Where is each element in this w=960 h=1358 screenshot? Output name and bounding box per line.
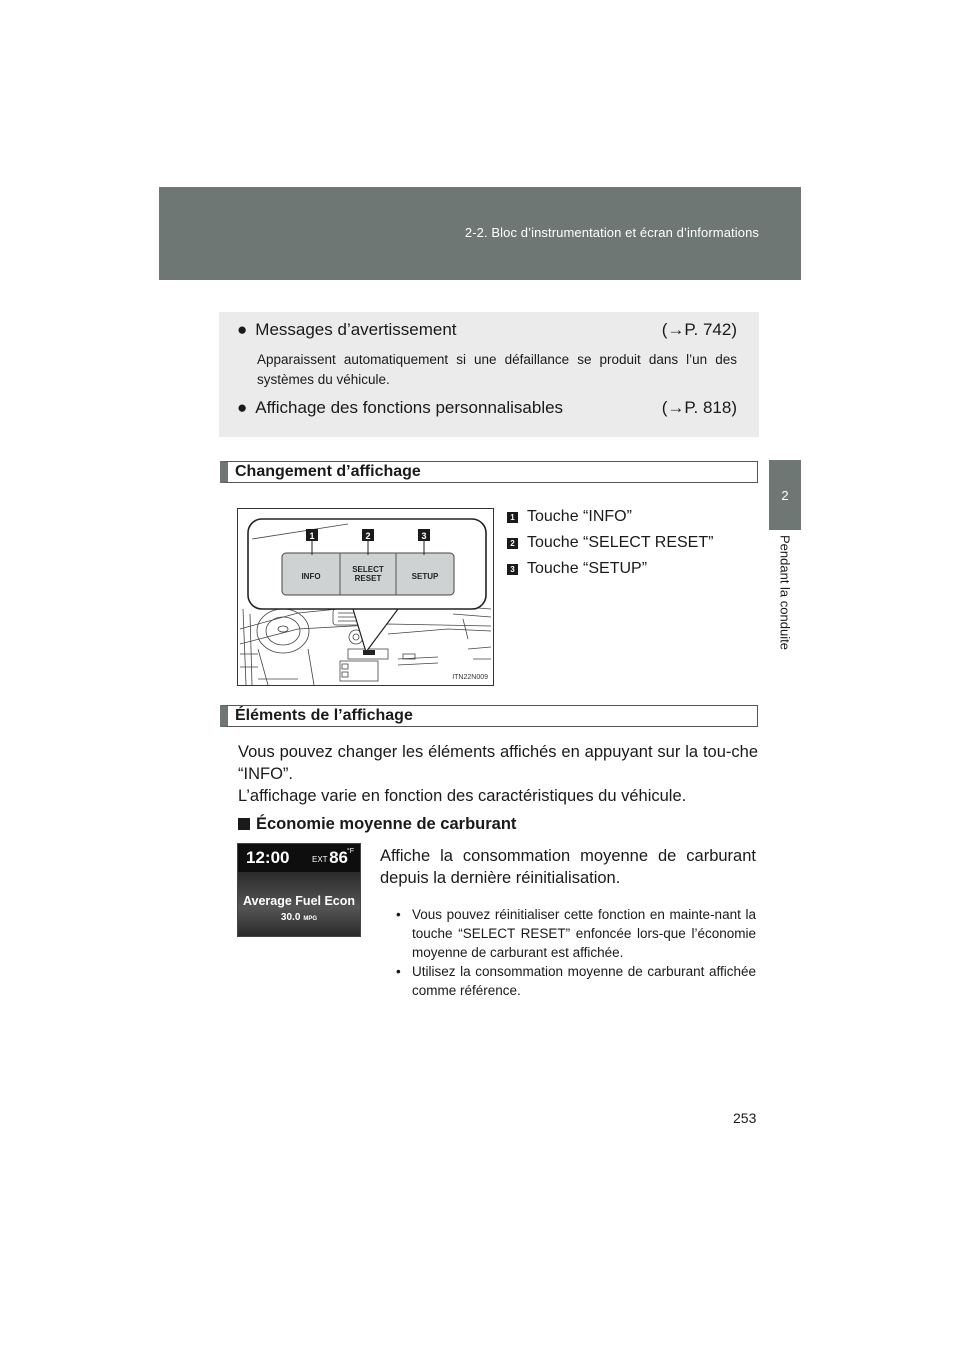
square-bullet-icon (238, 818, 250, 830)
bullet-dot-icon: • (396, 907, 401, 922)
display-top-row (246, 848, 354, 872)
chapter-number: 2 (781, 487, 789, 503)
select-button-label: SELECT (352, 565, 384, 574)
display-temperature: 86 (329, 848, 348, 867)
dashboard-drawing (238, 509, 493, 685)
page-reference: (→P. 742) (661, 320, 737, 339)
display-time: 12:00 (246, 848, 290, 867)
bullet-dot-icon: • (396, 964, 401, 979)
dashboard-illustration (237, 508, 494, 686)
notes-list (396, 905, 756, 1000)
function-description: Affiche la consommation moyenne de carburant depuis la dernière réinitialisation. (380, 847, 756, 887)
info-item-title: Affichage des fonctions personnalisables (255, 398, 564, 417)
paragraph: Vous pouvez changer les éléments affichés en appuyant sur la tou-che “INFO”. (238, 743, 758, 783)
legend-text: Touche “INFO” (527, 508, 632, 525)
page-number: 253 (733, 1110, 757, 1126)
fuel-economy-display (237, 843, 361, 937)
info-item-custom-functions (237, 398, 737, 418)
callout-number: 2 (365, 531, 371, 541)
display-ext-label: EXT (312, 855, 328, 864)
bullet-icon: ● (237, 398, 248, 417)
callout-number: 3 (421, 531, 427, 541)
section-heading-display-change: Changement d’affichage (220, 461, 758, 483)
legend-text: Touche “SETUP” (527, 560, 648, 577)
display-value-unit: MPG (303, 916, 318, 922)
legend-item (507, 560, 647, 578)
chapter-tab (769, 460, 801, 530)
legend-number: 3 (507, 564, 518, 575)
setup-button-label: SETUP (411, 572, 439, 581)
info-item-title: Messages d’avertissement (255, 320, 457, 339)
subheading-text: Économie moyenne de carburant (256, 815, 517, 833)
note-text: Utilisez la consommation moyenne de carburant affichée comme référence. (412, 964, 756, 998)
note-item (396, 962, 756, 1000)
info-item-warnings (237, 320, 737, 340)
section-heading-display-items: Éléments de l’affichage (220, 705, 758, 727)
legend-item (507, 534, 713, 552)
chapter-label: Pendant la conduite (777, 535, 793, 650)
legend-number: 2 (507, 538, 518, 549)
header-band (159, 187, 801, 280)
reset-button-label: RESET (354, 574, 382, 583)
display-label: Average Fuel Econ (242, 894, 356, 908)
note-item (396, 905, 756, 962)
info-box (219, 312, 759, 437)
callout-number: 1 (309, 531, 315, 541)
display-temperature-unit: °F (346, 848, 354, 855)
display-value (238, 912, 360, 923)
note-text: Vous pouvez réinitialiser cette fonction en mainte-nant la touche “SELECT RESET” enfoncée lors-que l’économie moyenne de carburant est affichée. (412, 907, 756, 960)
section-header-title: 2-2. Bloc d’instrumentation et écran d’informations (464, 225, 759, 240)
info-button-label: INFO (301, 572, 321, 581)
legend-item (507, 508, 632, 526)
subheading (238, 815, 516, 834)
info-item-description: Apparaissent automatiquement si une défaillance se produit dans l’un des systèmes du véhicule. (257, 352, 737, 387)
page-reference: (→P. 818) (661, 398, 737, 417)
legend-text: Touche “SELECT RESET” (527, 534, 714, 551)
display-value-number: 30.0 (280, 912, 301, 923)
bullet-icon: ● (237, 320, 248, 339)
legend-number: 1 (507, 512, 518, 523)
display-band (238, 872, 360, 936)
figure-code: ITN22N009 (452, 674, 488, 681)
paragraph: L’affichage varie en fonction des caractéristiques du véhicule. (238, 787, 687, 805)
